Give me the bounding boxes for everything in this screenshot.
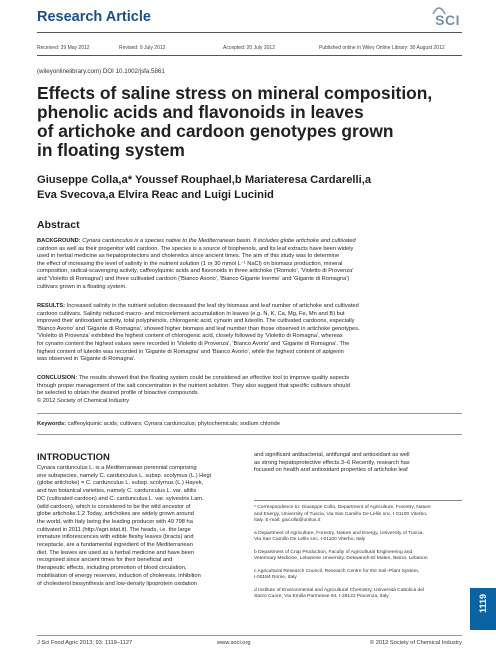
body-line: mobilisation of energy reserves, induction of choleresis, inhibition (37, 572, 201, 579)
body-line: immature inflorescences with edible fleshy leaves (bracts) and (37, 534, 194, 541)
published-date: Published online in Wiley Online Library: 30 August 2012 (319, 45, 445, 51)
abstract-line: cardoon cultivars. Salinity reduced macro- and microelement accumulation in leaves (e.g. N, K, Ca, Mg, Fe, Mn and B) but (37, 310, 345, 317)
author-line: Giuseppe Colla,a* Youssef Rouphael,b Mariateresa Cardarelli,a (37, 174, 372, 186)
body-line: (wild cardoon), which is considered to be the wild ancestor of (37, 503, 191, 510)
title-line: in floating system (37, 140, 185, 160)
abstract-line: cardoon as well as their progenitor wild cardoon. The species is a source of biophenols, and its leaf extracts have been widely (37, 245, 354, 252)
body-line: and two botanical varieties, namely C. cardunculus L. var. altilis (37, 488, 197, 495)
body-line: (globe artichoke) = C. cardunculus L. subsp. scolymus (L.) Hayek, (37, 480, 204, 487)
abstract-line: through proper management of the salt concentration in the nutrient solution. They also suggest that specific cultivars should (37, 382, 350, 389)
intro-right-column (254, 452, 462, 475)
body-line: diet. The leaves are used as a herbal medicine and have been (37, 549, 195, 556)
abstract-line: was observed in 'Gigante di Romagna'. (37, 356, 136, 363)
footer-rule (37, 635, 462, 636)
section-label: Research Article (37, 9, 151, 25)
intro-left-column (37, 465, 245, 588)
abstract-heading: Abstract (37, 219, 80, 231)
body-line: recognised since ancient times for their beneficial and (37, 557, 173, 564)
received-date: Received: 29 May 2012 (37, 45, 90, 51)
affiliation-notes (254, 505, 464, 607)
body-line: cultivated in 2011 (http://agri.istat.it). The heads, i.e. the large (37, 526, 191, 533)
header-rule (37, 32, 462, 33)
abstract-line: improved their antioxidant activity, total polyphenols, chlorogenic acid, cynarin and luteolin. The cultivated cardoons, especially (37, 318, 355, 325)
body-line: one subspecies, namely C. cardunculus L. subsp. scolymus (L.) Hegi (37, 472, 211, 479)
abstract-conclusion (37, 375, 467, 405)
copyright-line: © 2012 Society of Chemical Industry (37, 397, 130, 404)
abstract-line: highest content of luteolin was recorded in 'Gigante di Romagna' and 'Bianco Avorio', while the highest content of apigenin (37, 348, 344, 355)
conclusion-label: CONCLUSION: (37, 375, 78, 381)
abstract-line: Cynara cardunculus is a species native to the Mediterranean basin. It includes globe artichoke and cultivated (82, 238, 356, 244)
journal-citation: J Sci Food Agric 2013; 93: 1119–1127 (37, 640, 133, 646)
abstract-line: composition, radical-scavenging activity, caffeoylquinic acids and flavonoids in three artichoke ('Romolo', 'Violetto di Provenza' (37, 268, 354, 275)
abstract-line: 'Bianco Avorio' and 'Gigante di Romagna', showed higher biomass and leaf number than those observed in artichoke genotypes. (37, 325, 360, 332)
body-line: globe artichoke.1,2 Today, artichokes are widely grown around (37, 511, 194, 518)
abstract-background (37, 238, 467, 291)
author-list (37, 173, 467, 202)
article-title (37, 84, 467, 160)
body-line: DC (cultivated cardoon) and C. cardunculus L. var. sylvestris Lam. (37, 495, 204, 502)
abstract-line: and 'Violetto di Romagna') and three cultivated cardoon ('Bianco Avorio', 'Bianco Gigante Inerme' and 'Gigante di Romagna') (37, 275, 350, 282)
abstract-results (37, 303, 467, 364)
body-line: therapeutic effects, including promotion of blood circulation, (37, 565, 187, 572)
footnote-rule (254, 500, 462, 501)
page-number: 1119 (478, 594, 488, 614)
author-line: Eva Svecova,a Elvira Reac and Luigi Lucinid (37, 188, 274, 201)
affiliation-note: c Agricultural Research Council, Research Centre for the Soil–Plant System, I-00184 Rome, Italy (254, 568, 420, 580)
abstract-line: for cynarin content the highest values were recorded in 'Violetto di Provenza', 'Bianco Avorio' and 'Gigante di Romagna'. The (37, 340, 350, 347)
title-line: phenolic acids and flavonoids in leaves (37, 102, 364, 122)
article-header (37, 4, 462, 30)
keywords-label: Keywords: (37, 421, 67, 427)
keywords-rule-top (37, 413, 462, 414)
body-line: of cholesterol biosynthesis and low-density lipoprotein oxidation (37, 580, 197, 587)
correspondence-note: * Correspondence to: Giuseppe Colla, Department of Agriculture, Forestry, Nature and Energy, University of Tuscia, Via San Camillo De Lellis snc, I-01100 Viterbo, Italy. E-mail: giucolla@unitus.it (254, 505, 431, 523)
article-dates (37, 45, 462, 53)
abstract-line: used in herbal medicine as hepatoprotectors and choleretics since ancient times. The aim of this study was to determine (37, 253, 340, 260)
title-line: of artichoke and cardoon genotypes grown (37, 121, 394, 141)
body-line: as strong hepatoprotective effects.3–6 Recently, research has (254, 459, 410, 466)
abstract-line: be selected to obtain the desired profile of bioactive compounds. (37, 390, 200, 397)
revised-date: Revised: 9 July 2012 (119, 45, 166, 51)
abstract-line: 'Violetto di Provenza' exhibited the highest content of chlorogenic acid, closely followed by 'Violetto di Romagna', whereas (37, 333, 343, 340)
body-line: the world, with Italy being the leading producer with 49 798 ha (37, 518, 193, 525)
body-line: receptacle, are a fundamental ingredient of the Mediterranean (37, 542, 193, 549)
affiliation-note: d Institute of Environmental and Agricultural Chemistry, Università Cattolica del Sacro Cuore, Via Emilia Parmense 84, I-29122 Piacenza, Italy (254, 587, 425, 599)
abstract-line: The results showed that the floating system could be considered an effective tool to improve quality aspects (78, 375, 350, 381)
doi-line[interactable]: (wileyonlinelibrary.com) DOI 10.1002/jsfa.5861 (37, 68, 165, 75)
dates-rule (37, 55, 462, 56)
keywords-line (37, 421, 280, 427)
body-line: focused on health and antioxidant properties of artichoke leaf (254, 467, 408, 474)
results-label: RESULTS: (37, 303, 66, 309)
body-line: and significant antibacterial, antifungal and antioxidant as well (254, 452, 410, 458)
introduction-heading: INTRODUCTION (37, 452, 110, 463)
abstract-line: the effect of increasing the level of salinity in the nutrient solution (1 or 30 mmol L⁻¹ NaCl) on biomass production, mineral (37, 260, 343, 267)
body-line: Cynara cardunculus L. is a Mediterranean perennial comprising (37, 465, 197, 471)
affiliation-note: a Department of Agriculture, Forestry, Nature and Energy, University of Tuscia, Via San Camillo De Lellis snc, I-01100 Viterbo, Italy (254, 530, 424, 542)
soci-logo (402, 4, 462, 30)
keywords-text: caffeoylquinic acids; cultivars; Cynara cardunculus; phytochemicals; sodium chloride (67, 421, 281, 427)
background-label: BACKGROUND: (37, 238, 81, 244)
abstract-line: cultivars grown in a floating system. (37, 283, 127, 290)
abstract-line: Increased salinity in the nutrient solution decreased the leaf dry biomass and leaf number of artichoke and cultivated (66, 303, 359, 309)
keywords-rule-bottom (37, 434, 462, 435)
soci-logo-text: SCI (435, 12, 460, 28)
accepted-date: Accepted: 20 July 2012 (223, 45, 275, 51)
page-number-tab (470, 588, 496, 630)
affiliation-note: b Department of Crop Production, Faculty of Agricultural Engineering and Veterinary Medicine, Lebanese University, Dekwaneh-El Maten, Beirut, Lebanon (254, 549, 428, 561)
website-link[interactable]: www.soci.org (217, 640, 251, 646)
footer-copyright: © 2012 Society of Chemical Industry (369, 640, 462, 646)
title-line: Effects of saline stress on mineral composition, (37, 83, 433, 103)
